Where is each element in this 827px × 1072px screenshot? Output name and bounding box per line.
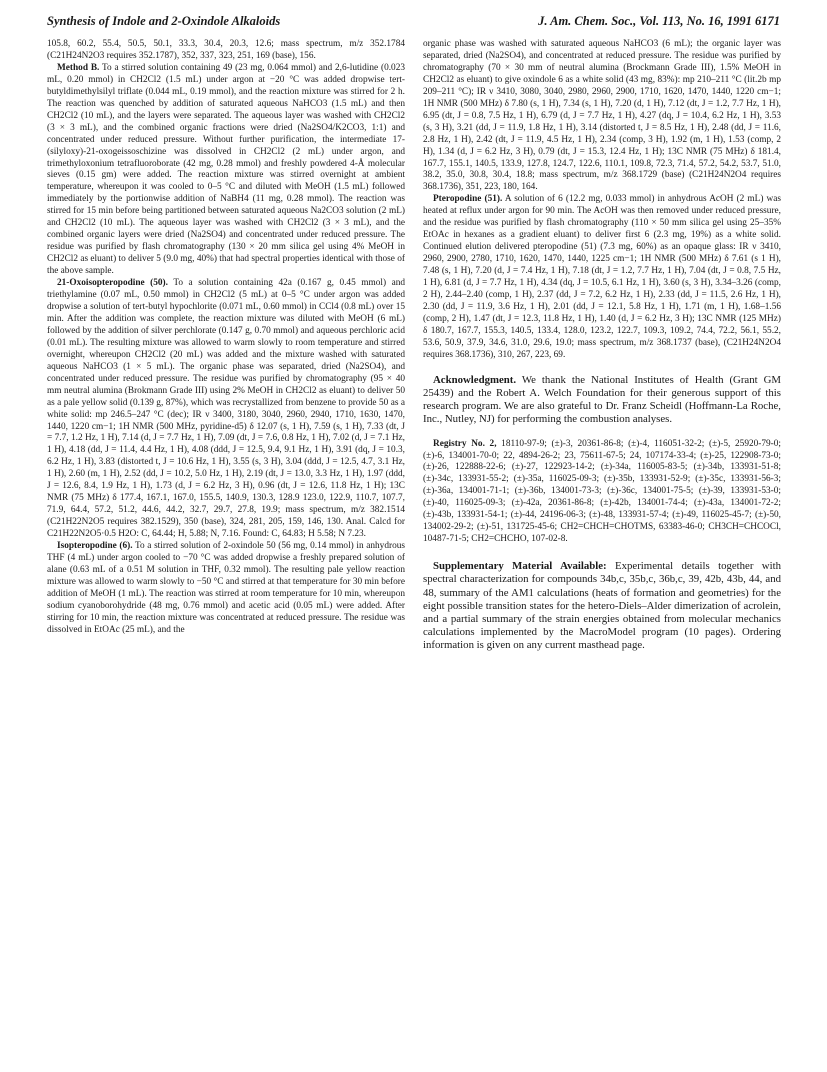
paragraph-21-oxoisopteropodine xyxy=(47,278,405,541)
running-header xyxy=(47,14,780,34)
paragraph-registry-numbers xyxy=(423,439,781,547)
paragraph-heading: Registry No. 2, xyxy=(433,438,497,449)
paragraph-heading: Supplementary Material Available: xyxy=(433,560,607,573)
left-column xyxy=(47,39,405,637)
paragraph-text: 105.8, 60.2, 55.4, 50.5, 50.1, 33.3, 30.4, 20.3, 12.6; mass spectrum, m/z 352.1784 (C21H24N2O3 requires 352.1787), 352, 337, 323, 251, 169 (base), 156. xyxy=(47,39,405,61)
right-column xyxy=(423,39,781,653)
paragraph-supplementary-material xyxy=(423,560,781,652)
paragraph-acknowledgment xyxy=(423,374,781,427)
paragraph-text: A solution of 6 (12.2 mg, 0.033 mmol) in anhydrous AcOH (2 mL) was heated at reflux under argon for 90 min. The AcOH was then removed under reduced pressure, and the residue was purified by flash chromatography (110 × 50 mm silica gel using 25–35% EtOAc in hexanes as a gradient eluant) to deliver first 6 (2.3 mg, 19%) as a white solid. Continued elution delivered pteropodine (51) (7.3 mg, 60%) as an opaque glass: IR ν 3410, 2960, 2900, 2780, 1710, 1620, 1470, 1440, 1225 cm−1; 1H NMR (500 MHz) δ 7.61 (s 1 H), 7.48 (s, 1 H), 7.20 (d, J = 7.4 Hz, 1 H), 7.18 (dt, J = 1.2, 7.7 Hz, 1 H), 7.04 (dt, J = 0.8, 7.5 Hz, 1 H), 6.81 (d, J = 7.7 Hz, 1 H), 4.34 (dq, J = 10.5, 6.1 Hz, 1 H), 3.60 (s, 3 H), 3.34–3.26 (comp, 2 H), 2.44–2.40 (comp, 1 H), 2.37 (dd, J = 7.2, 6.2 Hz, 1 H), 2.33 (dd, J = 11.5, 2.6 Hz, 1 H), 2.30 (dd, J = 11.9, 3.6 Hz, 1 H), 2.01 (dd, J = 12.1, 5.8 Hz, 1 H), 1.71 (m, 1 H), 1.68–1.56 (comp, 2 H), 1.47 (dt, J = 12.3, 11.8 Hz, 1 H), 1.40 (d, J = 6.2 Hz, 3 H); 13C NMR (125 MHz) δ 180.7, 167.7, 155.3, 140.5, 133.4, 128.0, 123.2, 122.7, 109.3, 109.2, 74.4, 72.2, 56.1, 55.2, 53.6, 50.9, 37.9, 34.6, 31.0, 29.6, 19.0; mass spectrum, m/z 368.1737 (base), (C21H24N2O4 requires 368.1736), 310, 267, 223, 69. xyxy=(423,194,781,360)
paragraph-pteropodine xyxy=(423,194,781,361)
paragraph-isopteropodine xyxy=(47,541,405,637)
paragraph-text: Experimental details together with spectral characterization for compounds 34b,c, 35b,c, 36b,c, 39, 42b, 43b, 44, and 48, summary of the AM1 calculations (heats of formation and geometries) for the eight possible transition states for the hetero-Diels–Alder dimerization of acrolein, and a partial summary of the strain energies obtained from molecular mechanics calculations implemented by the MacroModel program (10 pages). Ordering information is given on any current masthead page. xyxy=(423,560,781,652)
paragraph-text: To a stirred solution containing 49 (23 mg, 0.064 mmol) and 2,6-lutidine (0.023 mL, 0.20 mmol) in CH2Cl2 (1.5 mL) under argon at −20 °C was added dropwise tert-butyldimethylsilyl triflate (0.044 mL, 0.19 mmol), and the reaction mixture was stirred for 2 h. The reaction was quenched by addition of saturated aqueous NaHCO3 (1.5 mL) and then CH2Cl2 (10 mL), and the layers were separated. The aqueous layer was washed with CH2Cl2 (3 × 3 mL), and the combined organic fractions were dried (Na2SO4/K2CO3, 1:1) and concentrated under reduced pressure. Without further purification, the intermediate 17-(silyloxy)-21-oxogeissoschizine was dissolved in CH2Cl2 (2 mL) under argon, and trimethyloxonium tetrafluoroborate (42 mg, 0.28 mmol) and freshly powdered 4-Å molecular sieves (0.15 gm) were added. The reaction mixture was stirred overnight at ambient temperature, whereupon it was cooled to 0–5 °C and diluted with MeOH (1.5 mL) followed immediately by the portionwise addition of NaBH4 (11 mg, 0.28 mmol). The reaction was stirred for 15 min before being partitioned between saturated aqueous Na2CO3 solution (2 mL) and CH2Cl2 (10 mL). The aqueous layer was washed with CH2Cl2 (3 × 3 mL), and the combined organic layers were dried (Na2SO4) and concentrated under reduced pressure. The residue was purified by flash chromatography (130 × 20 mm silica gel using 4% MeOH in CH2Cl2 as eluant) to deliver 5 (9.0 mg, 40%) that had spectral properties identical with those of the above sample. xyxy=(47,62,405,277)
paragraph-text: To a stirred solution of 2-oxindole 50 (56 mg, 0.14 mmol) in anhydrous THF (4 mL) under argon cooled to −70 °C was added dropwise a freshly prepared solution of alane (0.63 mL of a 0.51 M solution in THF, 0.32 mmol). The resulting pale yellow reaction mixture was allowed to warm slowly to −50 °C and stirred at that temperature for 30 min before addition of MeOH (1 mL). The reaction was stirred at room temperature for 10 min, whereupon sodium cyanoborohydride (48 mg, 0.76 mmol) and acetic acid (0.05 mL) were added. After stirring for 10 min, the reaction mixture was concentrated at reduced pressure. The residue was dissolved in EtOAc (25 mL), and the xyxy=(47,541,405,635)
paragraph-text: 18110-97-9; (±)-3, 20361-86-8; (±)-4, 116051-32-2; (±)-5, 25920-79-0; (±)-6, 134001-70-0; 22, 4894-26-2; 23, 75611-67-5; 24, 107174-33-4; (±)-25, 122908-73-0; (±)-26, 122888-22-6; (±)-27, 122923-14-2; (±)-34a, 116005-83-5; (±)-34b, 133931-51-8; (±)-34c, 133931-55-2; (±)-35a, 116025-09-3; (±)-35b, 133931-52-9; (±)-35c, 133931-56-3; (±)-36a, 134001-71-1; (±)-36b, 134001-73-3; (±)-36c, 134001-75-5; (±)-39, 133931-53-0; (±)-40, 116025-09-3; (±)-42a, 20361-86-8; (±)-42b, 134001-74-4; (±)-43a, 134001-72-2; (±)-43b, 133931-54-1; (±)-44, 24196-06-3; (±)-48, 133931-57-4; (±)-49, 116025-45-7; (±)-50, 134002-29-2; (±)-51, 131725-45-6; CH2=CHCH=CHOTMS, 63383-46-0; CH3CH=CHCOCl, 10487-71-5; CH2=CHCHO, 107-02-8. xyxy=(423,438,781,545)
header-journal-citation: J. Am. Chem. Soc., Vol. 113, No. 16, 1991 6171 xyxy=(538,14,780,28)
paragraph-heading: Acknowledgment. xyxy=(433,373,517,386)
paragraph-isopteropodine-continued xyxy=(423,39,781,194)
paragraph-method-b xyxy=(47,63,405,278)
header-title: Synthesis of Indole and 2-Oxindole Alkaloids xyxy=(47,14,281,28)
paragraph-heading: 21-Oxoisopteropodine (50). xyxy=(57,278,168,289)
paragraph-spectral-data-continued xyxy=(47,39,405,63)
paragraph-text: organic phase was washed with saturated aqueous NaHCO3 (6 mL); the organic layer was separated, dried (Na2SO4), and concentrated at reduced pressure. The residue was purified by chromatography (70 × 30 mm of neutral alumina (Brockmann Grade III), 1.5% MeOH in CH2Cl2 as eluant) to give oxindole 6 as a white solid (43 mg, 83%): mp 210–211 °C (lit.2b mp 209–211 °C); IR ν 3410, 3080, 3040, 2980, 2960, 2900, 1710, 1620, 1470, 1440, 1220 cm−1; 1H NMR (500 MHz) δ 7.80 (s, 1 H), 7.34 (s, 1 H), 7.20 (d, 1 H), 7.12 (dt, J = 1.2, 7.7 Hz, 1 H), 6.95 (dt, J = 0.8, 7.5 Hz, 1 H), 6.79 (d, J = 7.7 Hz, 1 H), 4.27 (dq, J = 10.4, 6.2 Hz, 1 H), 3.53 (s, 3 H), 3.21 (dd, J = 11.9, 1.8 Hz, 1 H), 3.14 (distorted t, J = 8.5 Hz, 1 H), 2.48 (dd, J = 11.6, 2.8 Hz, 1 H), 2.42 (dt, J = 11.9, 4.5 Hz, 1 H), 2.34 (comp, 3 H), 1.92 (m, 1 H), 1.53 (comp, 2 H), 1.34 (d, J = 6.2 Hz, 3 H), 0.79 (dt, J = 15.3, 12.4 Hz, 1 H); 13C NMR (75 MHz) δ 181.4, 167.7, 155.1, 140.5, 133.9, 127.8, 124.7, 122.6, 110.1, 109.8, 72.3, 71.4, 57.2, 54.2, 53.7, 51.0, 38.2, 35.0, 30.8, 30.4, 18.8; mass spectrum, m/z 368.1729 (base) (C21H24N2O4 requires 368.1736), 351, 223, 180, 164. xyxy=(423,39,781,193)
paragraph-heading: Isopteropodine (6). xyxy=(57,541,133,552)
paragraph-heading: Method B. xyxy=(57,62,100,73)
paragraph-heading: Pteropodine (51). xyxy=(433,194,503,205)
paragraph-text: To a solution containing 42a (0.167 g, 0.45 mmol) and triethylamine (0.07 mL, 0.50 mmol) in CH2Cl2 (5 mL) at 0–5 °C under argon was added dropwise a solution of tert-butyl hypochlorite (0.071 mL, 0.60 mmol) in CCl4 (0.8 mL) over 15 min. After the addition was complete, the reaction mixture was diluted with MeOH (6 mL) followed by the addition of silver perchlorate (0.147 g, 0.70 mmol) and aqueous perchloric acid (0.01 mL). The resulting mixture was allowed to warm slowly to room temperature and stirred overnight, whereupon CH2Cl2 (20 mL) was added and the mixture washed with saturated aqueous NaHCO3 (1 × 5 mL). The organic phase was separated, dried (Na2SO4), and concentrated under reduced pressure. The residue was purified by chromatography (95 × 40 mm neutral alumina (Brokmann Grade III) using 2% MeOH in CH2Cl2 as eluant) to deliver 50 as a pale yellow solid (0.139 g, 87%), which was recrystallized from benzene to provide 50 as a white solid: mp 246.5–247 °C (dec); IR ν 3400, 3180, 3040, 2960, 2940, 1710, 1630, 1470, 1440, 1220 cm−1; 1H NMR (500 MHz, pyridine-d5) δ 12.07 (s, 1 H), 7.59 (s, 1 H), 7.33 (dt, J = 7.7, 1.2 Hz, 1 H), 7.14 (d, J = 7.7 Hz, 1 H), 7.09 (dt, J = 7.6, 0.8 Hz, 1 H), 7.02 (d, J = 7.1 Hz, 1 H), 4.18 (dd, J = 11.4, 4.4 Hz, 1 H), 4.08 (ddd, J = 12.5, 9.4, 9.1 Hz, 1 H), 3.91 (dq, J = 10.3, 6.2 Hz, 1 H), 3.83 (distorted t, J = 10.6 Hz, 1 H), 3.55 (s, 3 H), 3.04 (ddd, J = 12.5, 4.7, 3.1 Hz, 1 H), 2.60 (m, 1 H), 2.52 (dd, J = 10.2, 5.0 Hz, 1 H), 2.19 (dt, J = 13.0, 3.3 Hz, 1 H), 1.97 (ddd, J = 12.6, 8.4, 1.9 Hz, 1 H), 1.73 (d, J = 6.2 Hz, 3 H), 0.96 (dt, J = 12.6, 11.8 Hz, 1 H); 13C NMR (75 MHz) δ 177.4, 167.1, 167.0, 155.5, 140.9, 130.3, 128.9 123.0, 122.9, 110.7, 107.7, 71.9, 64.4, 57.2, 51.2, 44.6, 44.2, 32.7, 29.7, 27.8, 19.9; mass spectrum, m/z 382.1514 (C21H22N2O5 requires 382.1529), 350 (base), 324, 281, 205, 159, 146, 130. Anal. Calcd for C21H22N2O5·0.5 H2O: C, 64.44; H, 5.88; N, 7.16. Found: C, 64.83; H 5.58; N 7.23. xyxy=(47,278,405,540)
paragraph-text: We thank the National Institutes of Health (Grant GM 25439) and the Robert A. Welch Foundation for their generous support of this research program. We are also grateful to Dr. Franz Scheidl (Hoffmann-La Roche, Inc., Nutley, NJ) for performing the combustion analyses. xyxy=(423,373,781,426)
